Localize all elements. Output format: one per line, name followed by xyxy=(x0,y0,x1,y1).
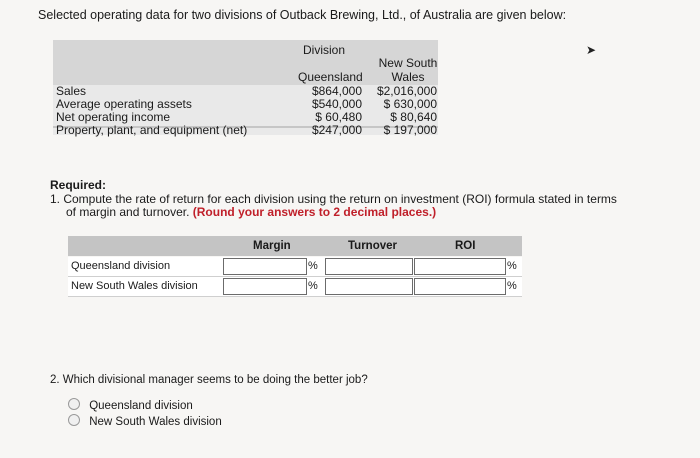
nsw-turnover-input[interactable] xyxy=(325,278,413,295)
answer-row-queensland xyxy=(68,257,522,277)
percent-sign: % xyxy=(507,280,517,292)
row-label-sales: Sales xyxy=(56,84,87,98)
percent-sign: % xyxy=(308,280,318,292)
percent-sign: % xyxy=(308,260,318,272)
row-label-ppe: Property, plant, and equipment (net) xyxy=(56,123,248,137)
nsw-ppe: $ 197,000 xyxy=(383,123,437,137)
queensland-ppe: $247,000 xyxy=(311,123,362,137)
nsw-net-income: $ 80,640 xyxy=(390,110,437,124)
queensland-avg-assets: $540,000 xyxy=(311,97,362,111)
header-roi: ROI xyxy=(455,240,476,252)
question-1-line2 xyxy=(66,205,436,219)
division-label: Division xyxy=(303,43,346,57)
queensland-roi-input[interactable] xyxy=(414,258,506,275)
queensland-sales: $864,000 xyxy=(311,84,362,98)
queensland-net-income: $ 60,480 xyxy=(315,110,362,124)
column-nsw-line1: New South xyxy=(378,56,438,70)
nsw-avg-assets: $ 630,000 xyxy=(383,97,437,111)
question-2-text: 2. Which divisional manager seems to be doing the better job? xyxy=(50,374,368,386)
question-1-text: of margin and turnover. xyxy=(66,205,190,219)
column-queensland: Queensland xyxy=(298,70,363,84)
header-turnover: Turnover xyxy=(348,240,397,252)
mouse-pointer-icon: ➤ xyxy=(586,43,597,57)
data-table xyxy=(53,40,438,135)
nsw-margin-input[interactable] xyxy=(223,278,307,295)
radio-button-icon[interactable] xyxy=(68,414,80,426)
answer-table xyxy=(68,236,522,298)
queensland-turnover-input[interactable] xyxy=(325,258,413,275)
column-new-south-wales xyxy=(378,56,438,84)
row-label-avg-assets: Average operating assets xyxy=(56,97,192,111)
intro-text: Selected operating data for two divisions of Outback Brewing, Ltd., of Australia are given below: xyxy=(38,8,567,22)
header-margin: Margin xyxy=(253,240,291,252)
required-title: Required: xyxy=(50,178,107,192)
row-label-net-income: Net operating income xyxy=(56,110,171,124)
radio-button-icon[interactable] xyxy=(68,398,80,410)
option-nsw-label: New South Wales division xyxy=(89,416,222,428)
row-label-nsw-division: New South Wales division xyxy=(71,280,198,292)
option-queensland-label: Queensland division xyxy=(89,400,193,412)
percent-sign: % xyxy=(507,260,517,272)
nsw-roi-input[interactable] xyxy=(414,278,506,295)
answer-table-header xyxy=(68,236,522,256)
question-1-line1: 1. Compute the rate of return for each division using the return on investment (ROI) formula stated in terms xyxy=(50,192,617,206)
nsw-sales: $2,016,000 xyxy=(376,84,437,98)
row-label-queensland-division: Queensland division xyxy=(71,260,171,272)
option-nsw[interactable] xyxy=(68,414,222,428)
column-nsw-line2: Wales xyxy=(391,70,425,84)
option-queensland[interactable] xyxy=(68,398,193,412)
answer-row-nsw xyxy=(68,277,522,297)
queensland-margin-input[interactable] xyxy=(223,258,307,275)
rounding-note: (Round your answers to 2 decimal places.) xyxy=(192,205,437,219)
